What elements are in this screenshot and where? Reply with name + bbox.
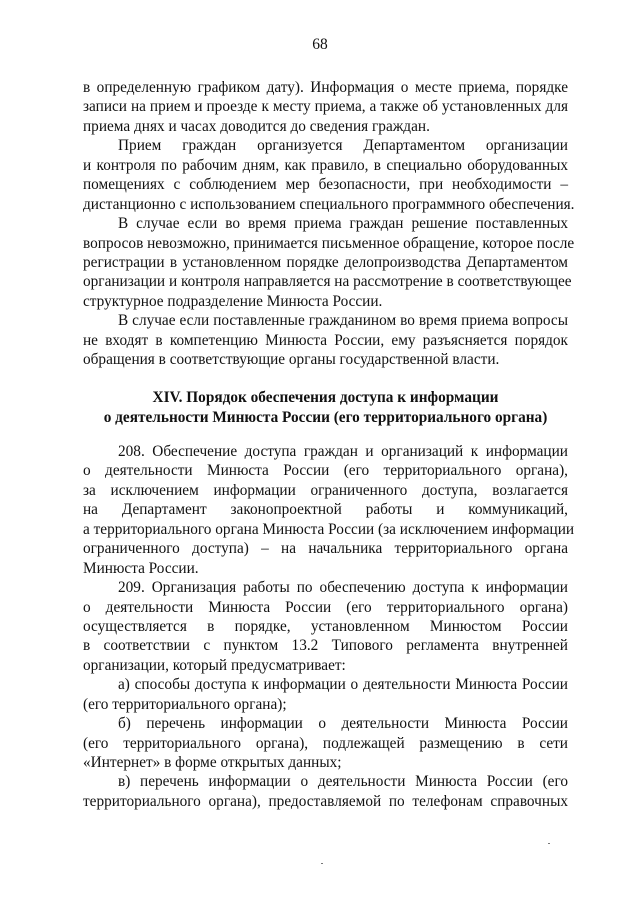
- paragraph-line: на Департамент законопроектной работы и коммуникаций,: [83, 501, 568, 519]
- paragraph-line: вопросов невозможно, принимается письменное обращение, которое после: [83, 234, 575, 252]
- paragraph-line: о деятельности Минюста России (его территориального органа),: [83, 462, 568, 480]
- body-text-top: [83, 78, 575, 370]
- paragraph-line: Минюста России.: [83, 559, 199, 577]
- paragraph-line: за исключением информации ограниченного доступа, возлагается: [83, 481, 568, 499]
- paragraph-line: «Интернет» в форме открытых данных;: [83, 754, 342, 771]
- paragraph-line: Прием граждан организуется Департаментом организации: [118, 137, 568, 155]
- paragraph-line: регистрации в установленном порядке делопроизводства Департаментом: [83, 253, 568, 271]
- paragraph-line: в соответствии с пунктом 13.2 Типового регламента внутренней: [83, 637, 568, 655]
- paragraph-line: (его территориального органа);: [83, 695, 287, 713]
- section-heading: [83, 388, 568, 427]
- body-text-bottom: [83, 442, 575, 811]
- paragraph-line: а) способы доступа к информации о деятельности Минюста России: [118, 676, 568, 694]
- paragraph-line: не входят в компетенцию Минюста России, ему разъясняется порядок: [83, 331, 568, 349]
- paragraph-line: (его территориального органа), подлежащей размещению в сети: [83, 734, 568, 752]
- paragraph-line: о деятельности Минюста России (его территориального органа): [83, 598, 568, 616]
- paragraph-line: ограниченного доступа) – на начальника территориального органа: [83, 540, 568, 558]
- paragraph-line: организации и контроля направляется на рассмотрение в соответствующее: [83, 273, 572, 291]
- paragraph-line: и контроля по рабочим дням, как правило, в специально оборудованных: [83, 156, 568, 174]
- page-number: 68: [312, 36, 328, 53]
- paragraph-line: записи на прием и проезде к месту приема, а также об установленных для: [83, 98, 568, 116]
- paragraph-line: помещениях с соблюдением мер безопасности, при необходимости –: [83, 176, 568, 194]
- scan-speck: [548, 843, 550, 844]
- paragraph-line: а территориального органа Минюста России (за исключением информации: [83, 520, 575, 538]
- section-heading-line-1: XIV. Порядок обеспечения доступа к информации: [152, 389, 499, 406]
- scan-speck: [321, 863, 323, 864]
- paragraph-line: осуществляется в порядке, установленном Минюстом России: [83, 617, 568, 635]
- section-heading-line-2: о деятельности Минюста России (его территориального органа): [103, 408, 548, 426]
- paragraph-line: организации, который предусматривает:: [83, 656, 346, 674]
- paragraph-line: 209. Организация работы по обеспечению доступа к информации: [118, 579, 568, 597]
- paragraph-line: структурное подразделение Минюста России.: [83, 292, 383, 310]
- paragraph-line: в определенную графиком дату). Информация о месте приема, порядке: [83, 79, 568, 96]
- paragraph-line: приема днях и часах доводится до сведения граждан.: [83, 117, 430, 135]
- paragraph-line: В случае если во время приема граждан решение поставленных: [118, 215, 568, 233]
- paragraph-line: в) перечень информации о деятельности Минюста России (его: [118, 773, 568, 791]
- paragraph-line: 208. Обеспечение доступа граждан и организаций к информации: [118, 443, 568, 460]
- paragraph-line: территориального органа), предоставляемой по телефонам справочных: [83, 792, 568, 810]
- paragraph-line: В случае если поставленные гражданином во время приема вопросы: [118, 312, 568, 330]
- paragraph-line: обращения в соответствующие органы государственной власти.: [83, 351, 500, 369]
- paragraph-line: б) перечень информации о деятельности Минюста России: [118, 715, 568, 733]
- paragraph-line: дистанционно с использованием специального программного обеспечения.: [83, 195, 575, 213]
